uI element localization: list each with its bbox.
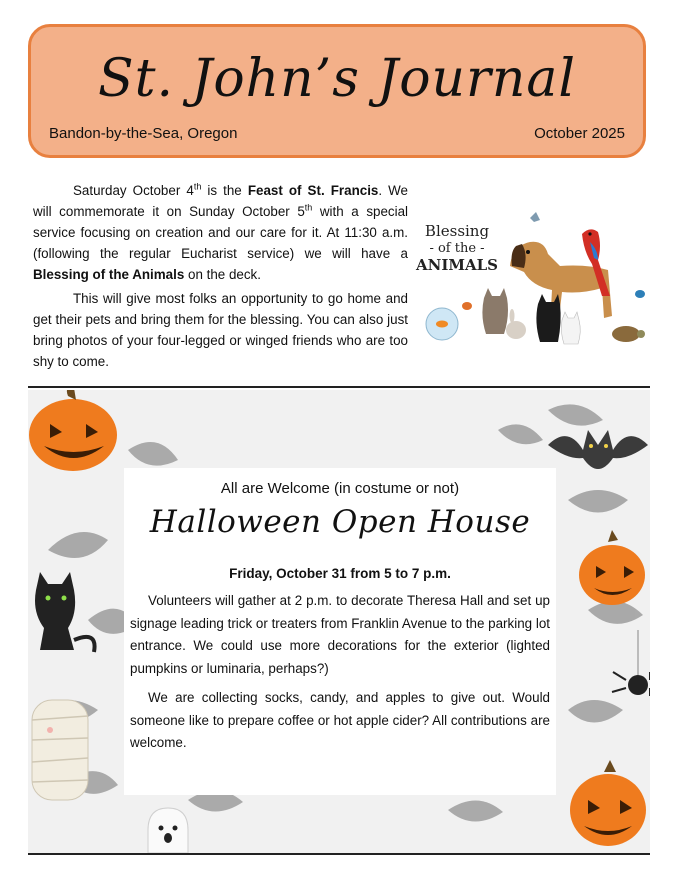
open-house-paragraph-2: We are collecting socks, candy, and apples to give out. Would someone like to prepare coffee or hot apple cider? All contributions are welcome.	[130, 690, 550, 750]
rabbit-icon	[506, 309, 526, 339]
jack-o-lantern-icon	[29, 390, 117, 471]
blessing-of-animals-illustration	[412, 206, 652, 350]
open-house-panel	[124, 468, 556, 795]
st-francis-article	[33, 180, 408, 372]
black-cat-icon	[35, 572, 95, 652]
open-house-title: Halloween Open House	[149, 504, 531, 540]
fishbowl-icon	[426, 308, 458, 340]
article-paragraph-2: This will give most folks an opportunity to go home and get their pets and bring them for the blessing. You can also just bring photos of your four-legged or winged friends who are too shy to come.	[33, 291, 408, 369]
issue-date: October 2025	[534, 125, 625, 142]
halloween-section	[28, 390, 650, 853]
blessing-art-line1: Blessing	[424, 222, 490, 240]
cat-icon	[482, 288, 580, 344]
mummy-icon	[32, 700, 88, 800]
divider-top	[28, 386, 650, 388]
open-house-datetime: Friday, October 31 from 5 to 7 p.m.	[229, 566, 451, 581]
ghost-icon	[148, 808, 188, 853]
blessing-event-name: Blessing of the Animals	[33, 267, 185, 282]
blessing-art-line2: - of the -	[429, 241, 485, 256]
jack-o-lantern-icon	[570, 760, 646, 846]
jack-o-lantern-icon	[579, 530, 645, 605]
open-house-paragraph-1: Volunteers will gather at 2 p.m. to decorate Theresa Hall and set up signage leading trick or treaters from Franklin Avenue to the parking lot entrance. We could use more decorations for the exterior (lighted pumpkins or luminaria, perhaps?)	[130, 593, 550, 676]
turtle-icon	[612, 326, 645, 342]
divider-bottom	[28, 853, 650, 855]
article-paragraph-1: Saturday October 4th is the Feast of St. Francis. We will commemorate it on Sunday October 5th with a special service focusing on creation and our care for it. At 11:30 a.m. (following the regular Eucharist service) we will have a Blessing of the Animals on the deck.	[33, 181, 409, 282]
blessing-art-line3: ANIMALS	[416, 256, 498, 274]
black-cat-bat-icon	[548, 430, 648, 469]
newsletter-title: St. John’s Journal	[97, 49, 577, 109]
welcome-line: All are Welcome (in costume or not)	[220, 480, 460, 497]
feast-name: Feast of St. Francis	[247, 183, 379, 198]
location-label: Bandon-by-the-Sea, Oregon	[49, 125, 238, 142]
spider-icon	[612, 630, 650, 696]
masthead-banner	[28, 24, 646, 158]
open-house-body	[130, 590, 550, 755]
